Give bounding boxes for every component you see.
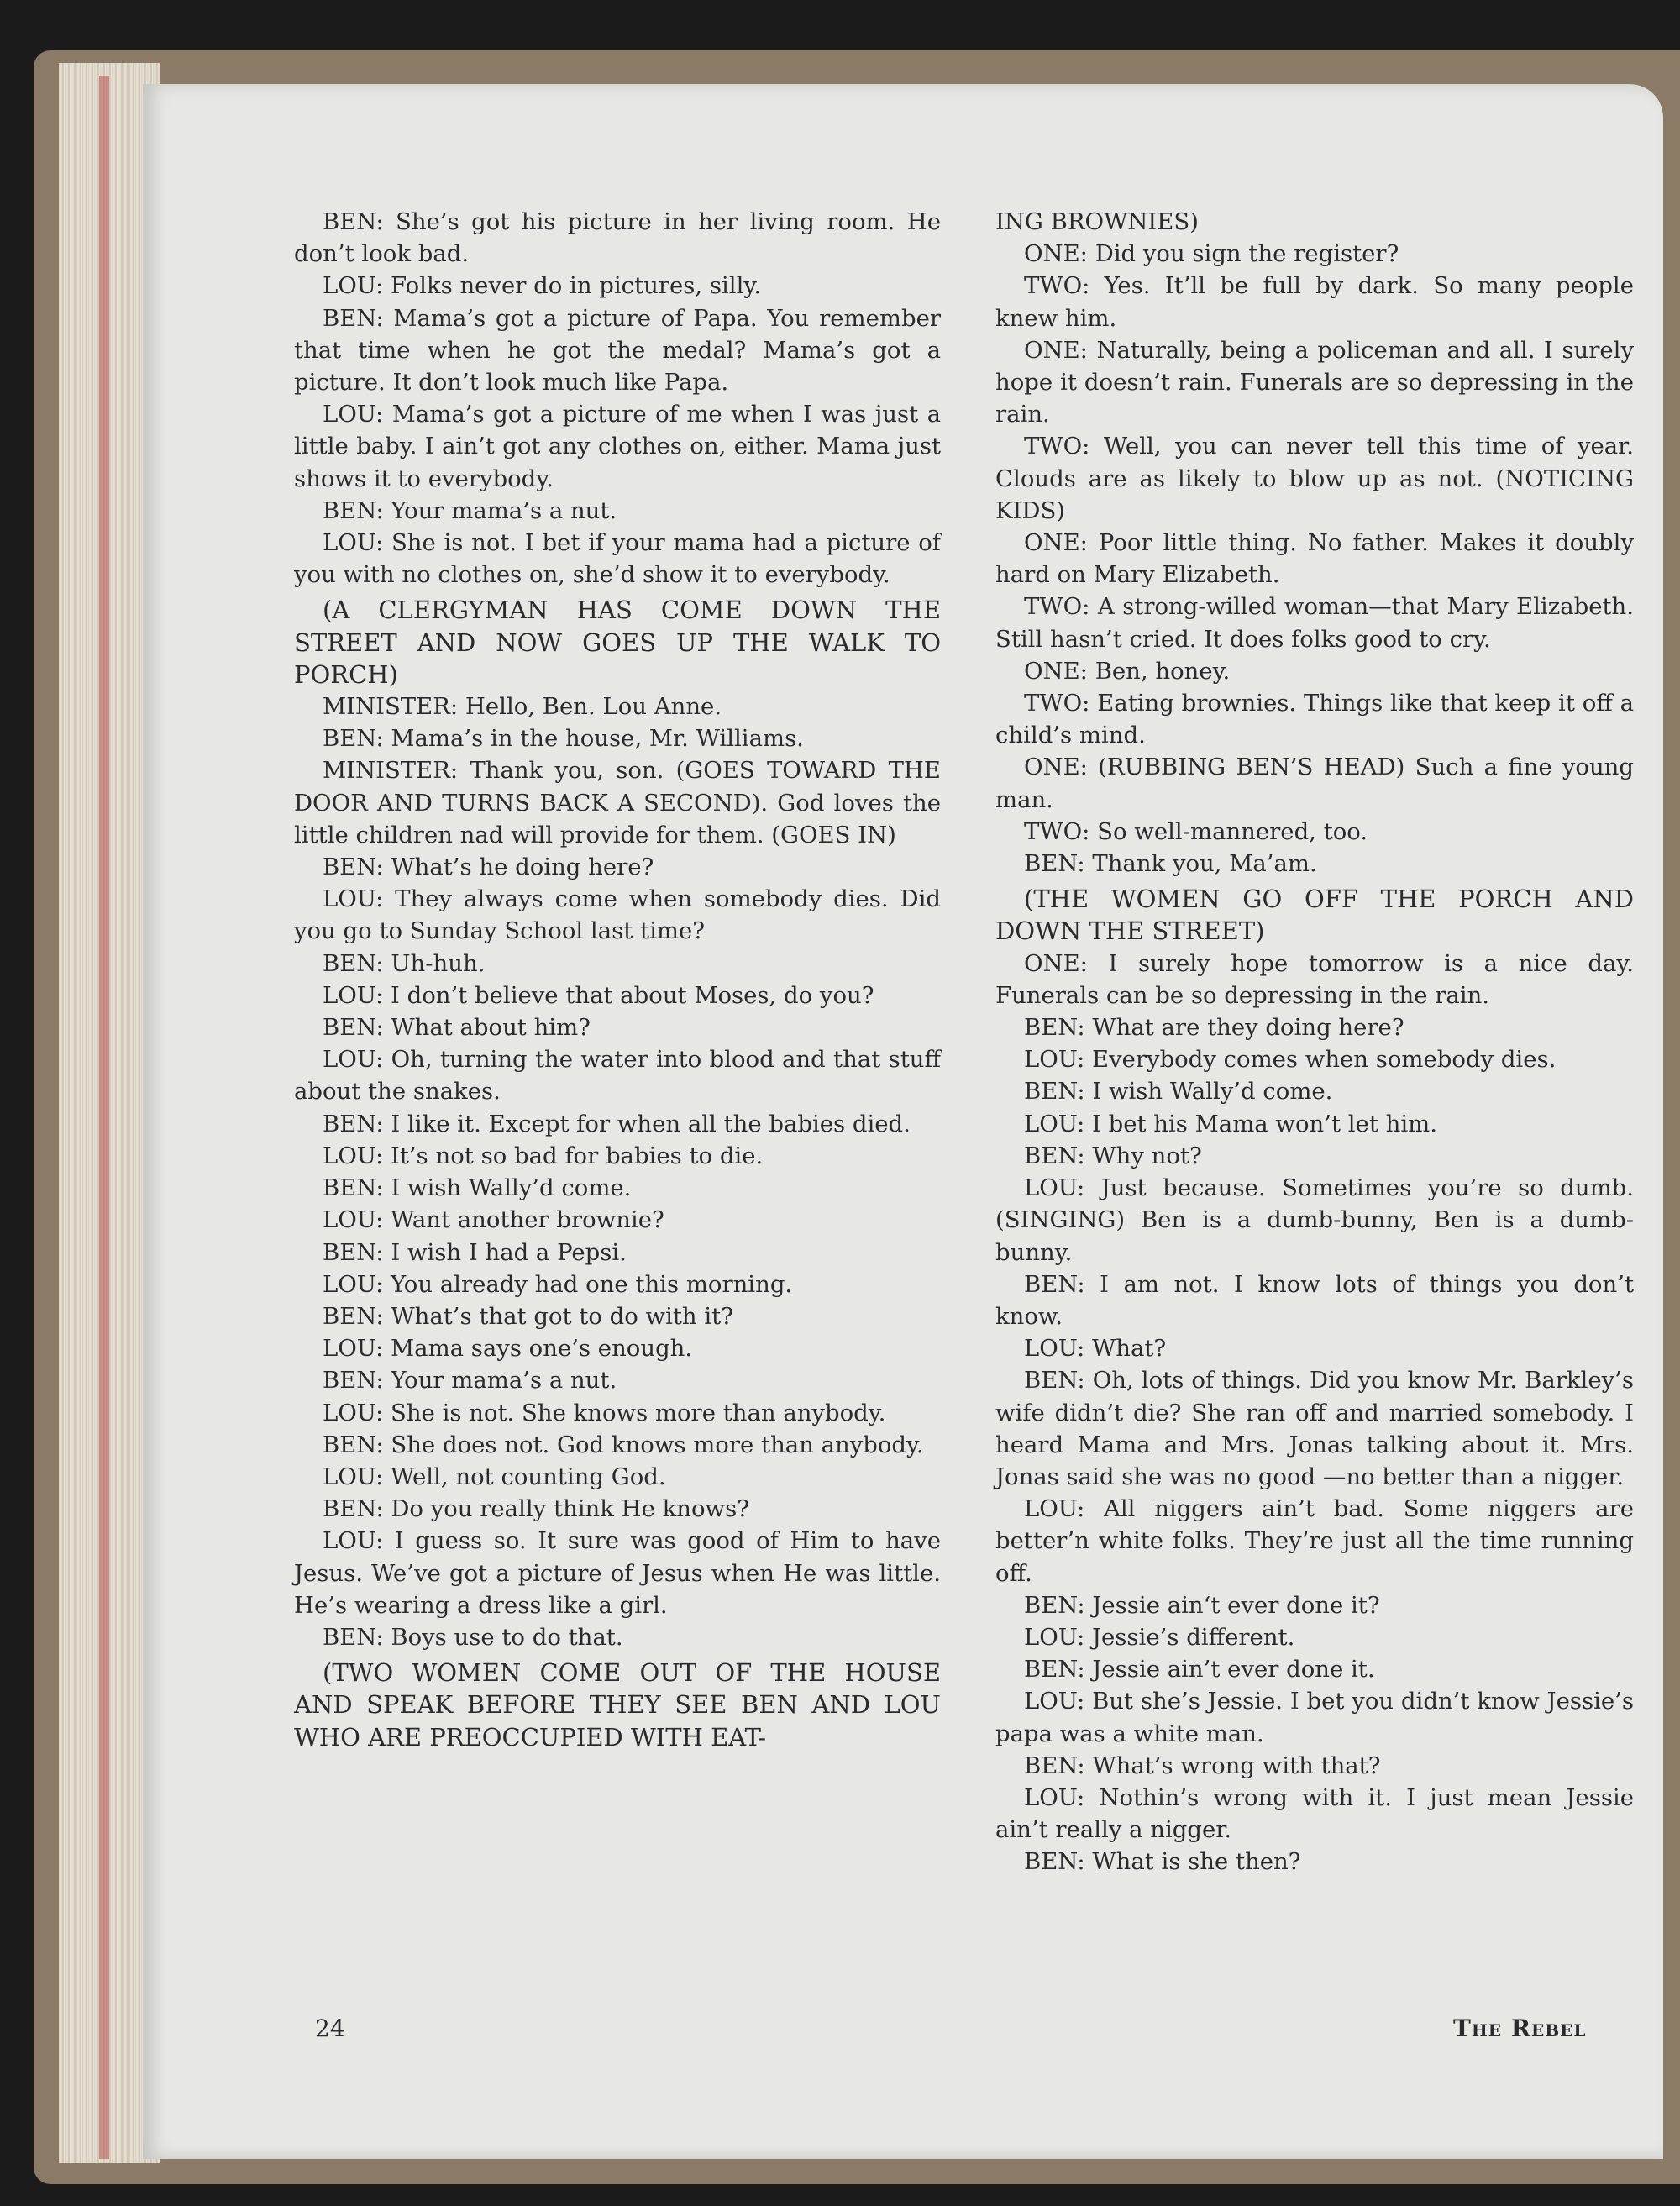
line: LOU: Just because. Sometimes you’re so dumb. (SINGING) Ben is a dumb-bunny, Ben is a dumb-bunny.	[995, 1174, 1634, 1266]
line: LOU: She is not. She knows more than anybody.	[323, 1399, 886, 1426]
line: LOU: Mama says one’s enough.	[323, 1335, 693, 1363]
line: LOU: All niggers ain’t bad. Some niggers are better’n white folks. They’re just all the time running off.	[995, 1495, 1634, 1587]
line: BEN: Jessie ain‘t ever done it?	[1024, 1591, 1380, 1619]
line: ING BROWNIES)	[995, 208, 1199, 235]
line: BEN: What about him?	[323, 1014, 591, 1042]
line: LOU: You already had one this morning.	[323, 1270, 793, 1298]
line: ONE: (RUBBING BEN’S HEAD) Such a fine young man.	[995, 754, 1634, 813]
line: TWO: Well, you can never tell this time of year. Clouds are as likely to blow up as not. (NOTICING KIDS)	[995, 433, 1634, 524]
running-title: The Rebel	[1453, 2014, 1587, 2042]
line: BEN: What’s he doing here?	[323, 854, 654, 881]
line: BEN: She’s got his picture in her living room. He don’t look bad.	[294, 208, 941, 268]
stage-direction: (TWO WOMEN COME OUT OF THE HOUSE AND SPEAK BEFORE THEY SEE BEN AND LOU WHO ARE PREOCCUPIED WITH EAT-	[294, 1658, 941, 1752]
line: BEN: Your mama’s a nut.	[323, 496, 617, 524]
line: LOU: Everybody comes when somebody dies.	[1024, 1046, 1557, 1074]
line: ONE: Naturally, being a policeman and all. I surely hope it doesn’t rain. Funerals are so depressing in the rain.	[995, 336, 1634, 428]
line: BEN: Do you really think He knows?	[323, 1495, 749, 1523]
line: MINISTER: Thank you, son. (GOES TOWARD THE DOOR AND TURNS BACK A SECOND). God loves the little children nad will provide for them. (GOES IN)	[294, 757, 941, 848]
line: LOU: Well, not counting God.	[323, 1463, 666, 1490]
line: BEN: Why not?	[1024, 1142, 1202, 1169]
line: LOU: Nothin’s wrong with it. I just mean Jessie ain’t really a nigger.	[995, 1783, 1634, 1844]
line: LOU: I bet his Mama won’t let him.	[1024, 1110, 1437, 1137]
line: LOU: Want another brownie?	[323, 1206, 664, 1234]
line: BEN: I wish Wally’d come.	[323, 1174, 632, 1202]
line: BEN: What is she then?	[1024, 1848, 1301, 1876]
line: ONE: Ben, honey.	[1024, 657, 1231, 685]
line: BEN: I am not. I know lots of things you don’t know.	[995, 1270, 1634, 1330]
line: ONE: Did you sign the register?	[1024, 240, 1399, 268]
line: BEN: I wish Wally’d come.	[1024, 1078, 1333, 1106]
line: BEN: Oh, lots of things. Did you know Mr. Barkley’s wife didn’t die? She ran off and married somebody. I heard Mama and Mrs. Jonas talking about it. Mrs. Jonas said she was no good —no better than a nigger.	[995, 1367, 1634, 1490]
line: LOU: She is not. I bet if your mama had a picture of you with no clothes on, she’d show it to everybody.	[294, 529, 941, 589]
line: LOU: I guess so. It sure was good of Him to have Jesus. We’ve got a picture of Jesus when He was little. He’s wearing a dress like a girl.	[294, 1527, 941, 1619]
line: BEN: She does not. God knows more than anybody.	[323, 1431, 924, 1458]
left-column	[294, 206, 941, 1753]
line: LOU: But she’s Jessie. I bet you didn’t know Jessie’s papa was a white man.	[995, 1688, 1634, 1747]
page-number: 24	[315, 2014, 345, 2042]
line: LOU: What?	[1024, 1335, 1167, 1363]
line: BEN: Your mama’s a nut.	[323, 1367, 617, 1395]
line: BEN: Mama’s got a picture of Papa. You remember that time when he got the medal? Mama’s got a picture. It don’t look much like Papa.	[294, 304, 941, 397]
page-edge-red-stain	[99, 76, 109, 2159]
stage-direction: (THE WOMEN GO OFF THE PORCH AND DOWN THE STREET)	[995, 885, 1634, 946]
right-column	[995, 206, 1634, 1878]
line: LOU: Oh, turning the water into blood and that stuff about the snakes.	[294, 1046, 941, 1106]
line: BEN: Jessie ain’t ever done it.	[1024, 1656, 1375, 1683]
line: BEN: Boys use to do that.	[323, 1623, 623, 1651]
line: BEN: Uh-huh.	[323, 949, 486, 977]
line: MINISTER: Hello, Ben. Lou Anne.	[323, 693, 722, 721]
line: LOU: It’s not so bad for babies to die.	[323, 1142, 764, 1169]
line: BEN: What’s that got to do with it?	[323, 1302, 733, 1330]
line: LOU: Jessie’s different.	[1024, 1623, 1295, 1651]
line: BEN: Mama’s in the house, Mr. Williams.	[323, 725, 804, 753]
line: BEN: I like it. Except for when all the babies died.	[323, 1110, 911, 1137]
line: LOU: Mama’s got a picture of me when I was just a little baby. I ain’t got any clothes on, either. Mama just shows it to everybody.	[294, 401, 941, 492]
stage-direction: (A CLERGYMAN HAS COME DOWN THE STREET AND NOW GOES UP THE WALK TO PORCH)	[294, 596, 941, 689]
line: BEN: What’s wrong with that?	[1024, 1752, 1381, 1779]
line: LOU: I don’t believe that about Moses, do you?	[323, 981, 874, 1009]
line: TWO: Yes. It’ll be full by dark. So many people knew him.	[995, 272, 1634, 332]
line: BEN: Thank you, Ma’am.	[1024, 850, 1317, 878]
line: LOU: They always come when somebody dies. Did you go to Sunday School last time?	[294, 885, 941, 945]
line: TWO: A strong-willed woman—that Mary Elizabeth. Still hasn’t cried. It does folks good to cry.	[995, 593, 1634, 653]
line: ONE: Poor little thing. No father. Makes it doubly hard on Mary Elizabeth.	[995, 529, 1634, 589]
line: TWO: So well-mannered, too.	[1024, 817, 1368, 845]
line: BEN: What are they doing here?	[1024, 1014, 1404, 1042]
line: ONE: I surely hope tomorrow is a nice day. Funerals can be so depressing in the rain.	[995, 949, 1634, 1009]
line: TWO: Eating brownies. Things like that keep it off a child’s mind.	[995, 690, 1634, 749]
line: BEN: I wish I had a Pepsi.	[323, 1238, 627, 1266]
line: LOU: Folks never do in pictures, silly.	[323, 272, 761, 300]
